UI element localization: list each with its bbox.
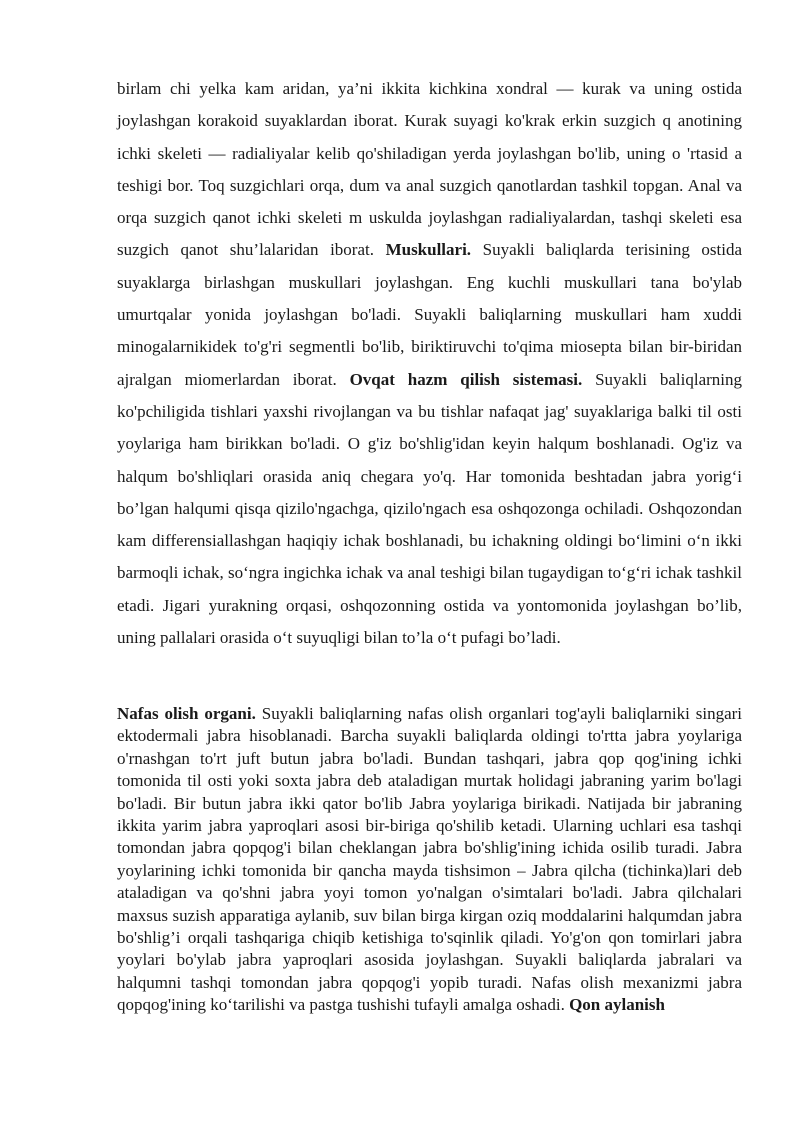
section-heading-ovqat-hazm: Ovqat hazm qilish sistemasi. [349, 369, 583, 389]
paragraph-text: Suyakli baliqlarda terisining ostida suyaklarga birlashgan muskullari joylashgan. Eng kuchli muskullari tana bo'ylab umurtqalar yonida joylashgan bo'ladi. Suyakli baliqlarning muskullari ham xuddi minogalarnikidek to'g'ri segmentli bo'lib, biriktiruvchi to'qima miosepta bilan bir-biridan ajralgan miomerlardan iborat. [117, 240, 743, 389]
paragraph-text: Suyakli baliqlarning ko'pchiligida tishlari yaxshi rivojlangan va bu tishlar nafaqat jag' suyaklariga balki til osti yoylariga ham birikkan bo'ladi. O g'iz bo'shlig'idan keyin halqum boshlanadi. Og'iz va halqum bo'shliqlari orasida aniq chegara yo'q. Har tomonida beshtadan jabra yorig‘i bo’lgan halqumi qisqa qizilo'ngachga, qizilo'ngach esa oshqozonga ochiladi. Oshqozondan kam differensiallashgan haqiqiy ichak boshlanadi, bu ichakning oldingi bo‘limini o‘n ikki barmoqli ichak, so‘ngra ingichka ichak va anal teshigi bilan tugaydigan to‘g‘ri ichak tashkil etadi. Jigari yurakning orqasi, oshqozonning ostida va yontomonida joylashgan bo’lib, uning pallalari orasida o‘t suyuqligi bilan to’la o‘t pufagi bo’ladi. [117, 369, 743, 648]
body-paragraph-2 [117, 703, 742, 1017]
paragraph-text: birlam chi yelka kam aridan, ya’ni ikkita kichkina xondral — kurak va uning ostida joylashgan korakoid suyaklardan iborat. Kurak suyagi ko'krak erkin suzgich q anotining ichki skeleti — radialiyalar kelib qo'shiladigan yerda joylashgan bo'lib, uning o 'rtasid a teshigi bor. Toq suzgichlari orqa, dum va anal suzgich qanotlardan tashkil topgan. Anal va orqa suzgich qanot ichki skeleti m uskulda joylashgan radialiyalardan, tashqi skeleti esa suzgich qanot shu’lalaridan iborat. [117, 79, 742, 260]
section-heading-muskullari: Muskullari. [385, 240, 472, 260]
body-paragraph-1 [117, 73, 742, 654]
section-heading-nafas-olish: Nafas olish organi. [117, 704, 256, 723]
paragraph-text: Suyakli baliqlarning nafas olish organlari tog'ayli baliqlarniki singari ektodermali jabra hisoblanadi. Barcha suyakli baliqlarda oldingi to'rtta jabra yoylariga o'rnashgan to'rt juft butun jabra bo'ladi. Bundan tashqari, jabra qop qog'ining ichki tomonida til osti yoki soxta jabra deb ataladigan murtak holidagi jabraning yarim bo'lagi bo'ladi. Bir butun jabra ikki qator bo'lib Jabra yoylariga birikadi. Natijada bir jabraning ikkita yarim jabra yaproqlari asosi bir-biriga qo'shilib ketadi. Ularning uchlari esa tashqi tomondan jabra qopqog'i bilan cheklangan jabra bo'shlig'ining ichida osilib turadi. Jabra yoylarining ichki tomonida bir qancha mayda tishsimon – Jabra qilcha (tichinka)lari deb ataladigan va qo'shni jabra yoyi tomon yo'nalgan o'simtalari bo'ladi. Jabra qilchalari maxsus suzish apparatiga aylanib, suv bilan birga kirgan oziq moddalarini halqumdan jabra bo'shlig’i orqali tashqariga chiqib ketishiga to'sqinlik qiladi. Yo'g'on qon tomirlari jabra yoylari bo'ylab jabra yaproqlari asosida joylashgan. Suyakli baliqlarda jabralari va halqumni tashqi tomondan jabra qopqog'i yopib turadi. Nafas olish mexanizmi jabra qopqog'ining ko‘tarilishi va pastga tushishi tufayli amalga oshadi. [117, 704, 743, 1015]
section-heading-qon-aylanish: Qon aylanish [569, 995, 665, 1015]
